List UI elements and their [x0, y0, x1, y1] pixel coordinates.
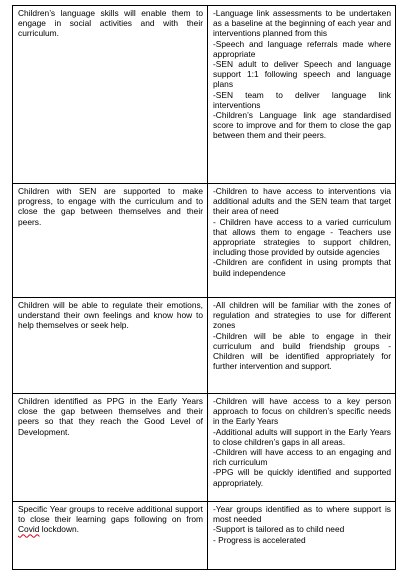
- action-line: -Language link assessments to be undertaken as a baseline at the beginning of each year and interventions planned from this: [213, 8, 391, 39]
- aim-cell: Children’s language skills will enable them to engage in social activities and with their curriculum.: [13, 6, 208, 184]
- table-row: [13, 502, 396, 570]
- action-line: -Speech and language referrals made where appropriate: [213, 38, 391, 59]
- action-line: -SEN adult to deliver Speech and language support 1:1 following speech and language plans: [213, 59, 391, 90]
- actions-cell: [208, 6, 396, 184]
- aim-cell: Children with SEN are supported to make progress, to engage with the curriculum and to close the gap between themselves and their peers.: [13, 184, 208, 298]
- actions-cell: [208, 502, 396, 570]
- action-line: -All children will be familiar with the zones of regulation and strategies to use for different zones: [213, 300, 391, 331]
- aim-cell: [13, 502, 208, 570]
- action-line: -SEN team to deliver language link interventions: [213, 89, 391, 110]
- action-line: -Children to have access to interventions via additional adults and the SEN team that target their area of need: [213, 186, 391, 217]
- table-row: [13, 394, 396, 502]
- actions-cell: [208, 298, 396, 394]
- aim-cell: Children will be able to regulate their emotions, understand their own feelings and know how to help themselves or seek help.: [13, 298, 208, 394]
- aim-cell: Children identified as PPG in the Early Years close the gap between themselves and their peers so that they reach the Good Level of Development.: [13, 394, 208, 502]
- action-line: - Progress is accelerated: [213, 534, 306, 545]
- actions-cell: [208, 394, 396, 502]
- action-line: - Children have access to a varied curriculum that allows them to engage - Teachers use appropriate strategies to support children, including those provided by outside agencies: [213, 216, 391, 258]
- table-row: [13, 6, 396, 184]
- action-line: -PPG will be quickly identified and supported appropriately.: [213, 467, 391, 488]
- action-line: -Children will have access to a key person approach to focus on children’s specific needs in the Early Years: [213, 396, 391, 427]
- action-line: -Children’s Language link age standardised score to improve and for them to close the gap between them and their peers.: [213, 110, 391, 141]
- action-line: -Children will be able to engage in their curriculum and build friendship groups - Children will be identified appropriately for further intervention and support.: [213, 330, 391, 372]
- action-line: -Support is tailored as to child need: [213, 524, 345, 535]
- table-row: [13, 184, 396, 298]
- spellcheck-flagged-word: Covid: [18, 524, 40, 535]
- action-line: -Children are confident in using prompts that build independence: [213, 257, 391, 278]
- action-line: -Additional adults will support in the Early Years to close children’s gaps in all areas.: [213, 426, 391, 447]
- aim-text: Specific Year groups to receive additional support to close their learning gaps following on from: [18, 504, 203, 525]
- action-line: -Children will have access to an engaging and rich curriculum: [213, 447, 391, 468]
- action-line: -Year groups identified as to where support is most needed: [213, 504, 391, 525]
- intent-table: [12, 5, 396, 570]
- table-row: [13, 298, 396, 394]
- actions-cell: [208, 184, 396, 298]
- aim-text: lockdown.: [39, 524, 79, 535]
